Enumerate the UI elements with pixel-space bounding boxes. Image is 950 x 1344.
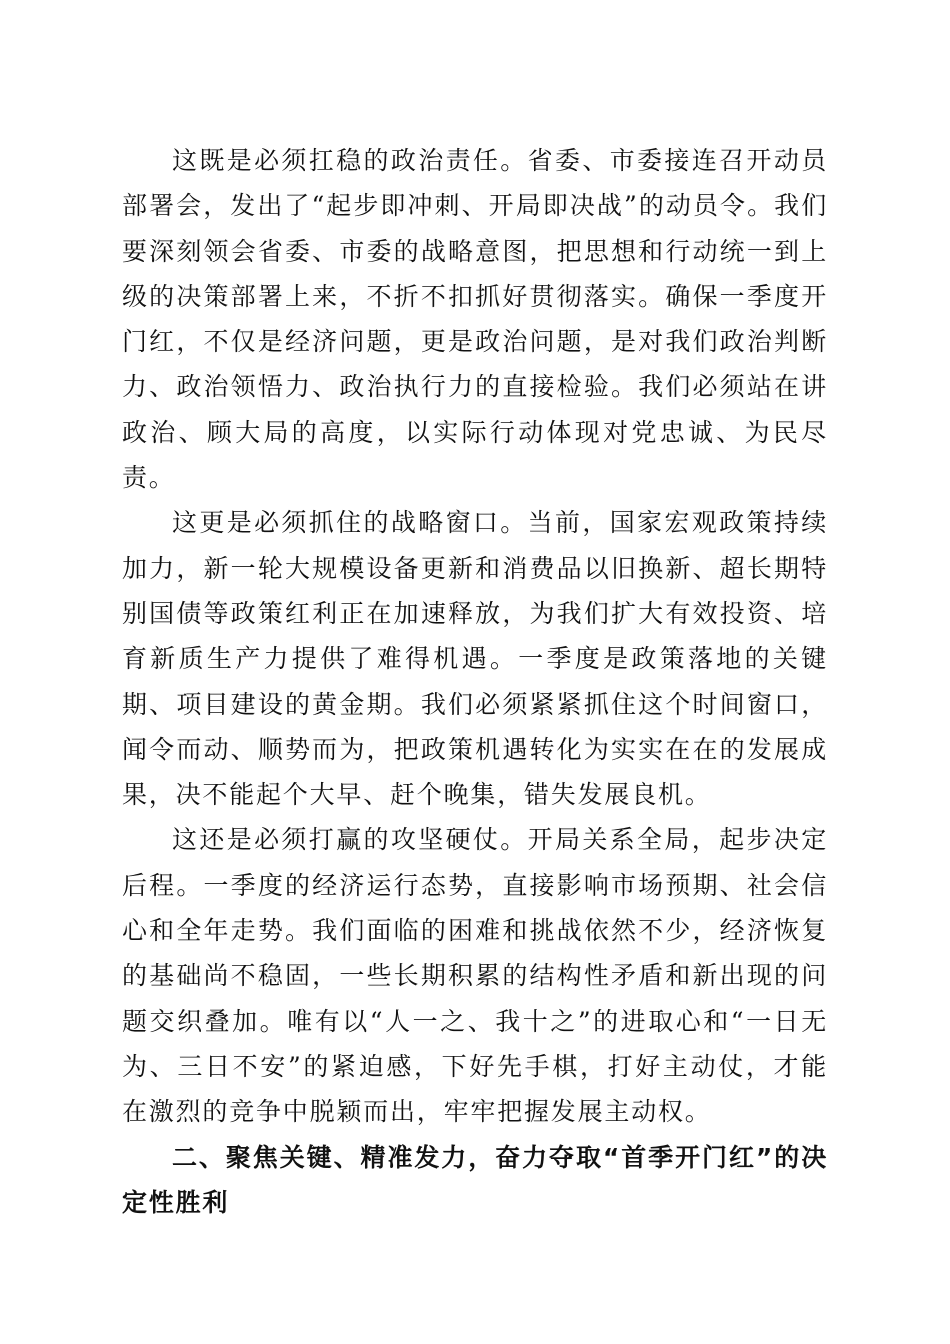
paragraph-strategic-window: 这更是必须抓住的战略窗口。当前，国家宏观政策持续加力，新一轮大规模设备更新和消费品以旧换新、超长期特别国债等政策红利正在加速释放，为我们扩大有效投资、培育新质生产力提供了难得机遇。一季度是政策落地的关键期、项目建设的黄金期。我们必须紧紧抓住这个时间窗口，闻令而动、顺势而为，把政策机遇转化为实实在在的发展成果，决不能起个大早、赶个晚集，错失发展良机。 xyxy=(122,508,828,810)
paragraph-tough-battle: 这还是必须打赢的攻坚硬仗。开局关系全局，起步决定后程。一季度的经济运行态势，直接影响市场预期、社会信心和全年走势。我们面临的困难和挑战依然不少，经济恢复的基础尚不稳固，一些长期积累的结构性矛盾和新出现的问题交织叠加。唯有以“人一之、我十之”的进取心和“一日无为、三日不安”的紧迫感，下好先手棋，打好主动仗，才能在激烈的竞争中脱颖而出，牢牢把握发展主动权。 xyxy=(122,825,828,1127)
section-heading: 二、聚焦关键、精准发力，奋力夺取“首季开门红”的决定性胜利 xyxy=(122,1142,828,1217)
document-page xyxy=(122,138,828,1225)
paragraph-political-responsibility: 这既是必须扛稳的政治责任。省委、市委接连召开动员部署会，发出了“起步即冲刺、开局即决战”的动员令。我们要深刻领会省委、市委的战略意图，把思想和行动统一到上级的决策部署上来，不折不扣抓好贯彻落实。确保一季度开门红，不仅是经济问题，更是政治问题，是对我们政治判断力、政治领悟力、政治执行力的直接检验。我们必须站在讲政治、顾大局的高度，以实际行动体现对党忠诚、为民尽责。 xyxy=(122,146,828,493)
